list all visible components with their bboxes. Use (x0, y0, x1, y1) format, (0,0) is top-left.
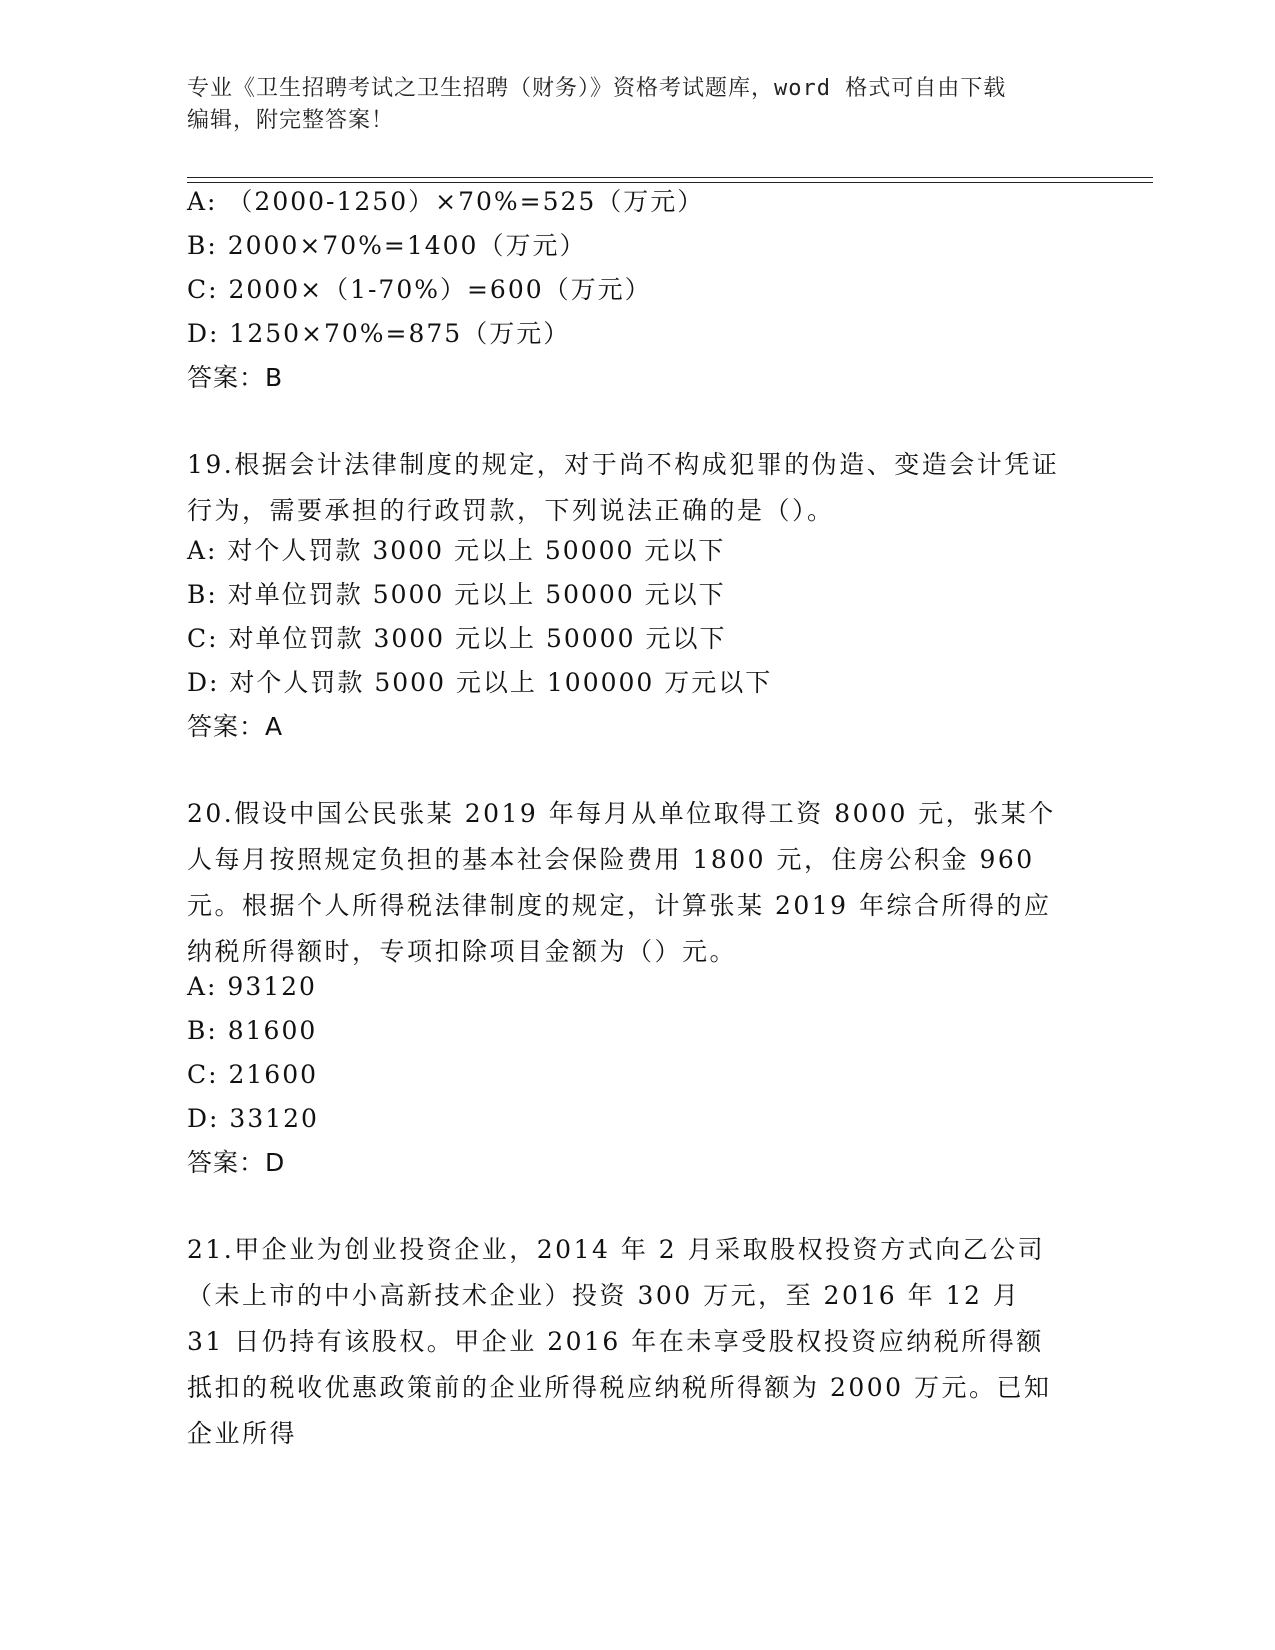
q20-option-d: D: 33120 (187, 1104, 319, 1133)
prev-option-c: C: 2000×（1-70%）=600（万元） (187, 275, 652, 304)
header-line-2: 编辑，附完整答案！ (187, 108, 395, 133)
prev-option-d: D: 1250×70%=875（万元） (187, 319, 571, 348)
prev-option-b: B: 2000×70%=1400（万元） (187, 231, 587, 260)
q19-option-d: D: 对个人罚款 5000 元以上 100000 万元以下 (187, 668, 773, 697)
q19-option-b: B: 对单位罚款 5000 元以上 50000 元以下 (187, 580, 726, 609)
q19-answer: 答案：A (187, 712, 284, 741)
q20-stem: 20.假设中国公民张某 2019 年每月从单位取得工资 8000 元，张某个人每月按照规定负担的基本社会保险费用 1800 元，住房公积金 960 元。根据个人所得税法律制度的规定，计算张某 2019 年综合所得的应纳税所得额时，专项扣除项目金额为（）元。 (187, 799, 1056, 966)
q20-option-b: B: 81600 (187, 1016, 318, 1045)
q20-option-c: C: 21600 (187, 1060, 319, 1089)
q20-answer: 答案：D (187, 1148, 286, 1177)
header-divider-top (187, 177, 1153, 178)
prev-answer: 答案：B (187, 363, 284, 392)
header-divider-bottom (187, 182, 1153, 183)
document-header (187, 73, 1067, 137)
q19-stem: 19.根据会计法律制度的规定，对于尚不构成犯罪的伪造、变造会计凭证行为，需要承担的行政罚款，下列说法正确的是（）。 (187, 450, 1060, 525)
prev-option-a: A: （2000-1250）×70%=525（万元） (187, 187, 705, 216)
q20-option-a: A: 93120 (187, 972, 317, 1001)
q21-stem: 21.甲企业为创业投资企业，2014 年 2 月采取股权投资方式向乙公司（未上市的中小高新技术企业）投资 300 万元，至 2016 年 12 月 31 日仍持有该股权。甲企业 2016 年在未享受股权投资应纳税所得额抵扣的税收优惠政策前的企业所得税应纳税所得额为 2000 万元。已知企业所得 (187, 1235, 1052, 1448)
header-line-1: 专业《卫生招聘考试之卫生招聘（财务）》资格考试题库，word 格式可自由下载 (187, 76, 1007, 101)
q19-option-a: A: 对个人罚款 3000 元以上 50000 元以下 (187, 536, 726, 565)
q19-option-c: C: 对单位罚款 3000 元以上 50000 元以下 (187, 624, 727, 653)
